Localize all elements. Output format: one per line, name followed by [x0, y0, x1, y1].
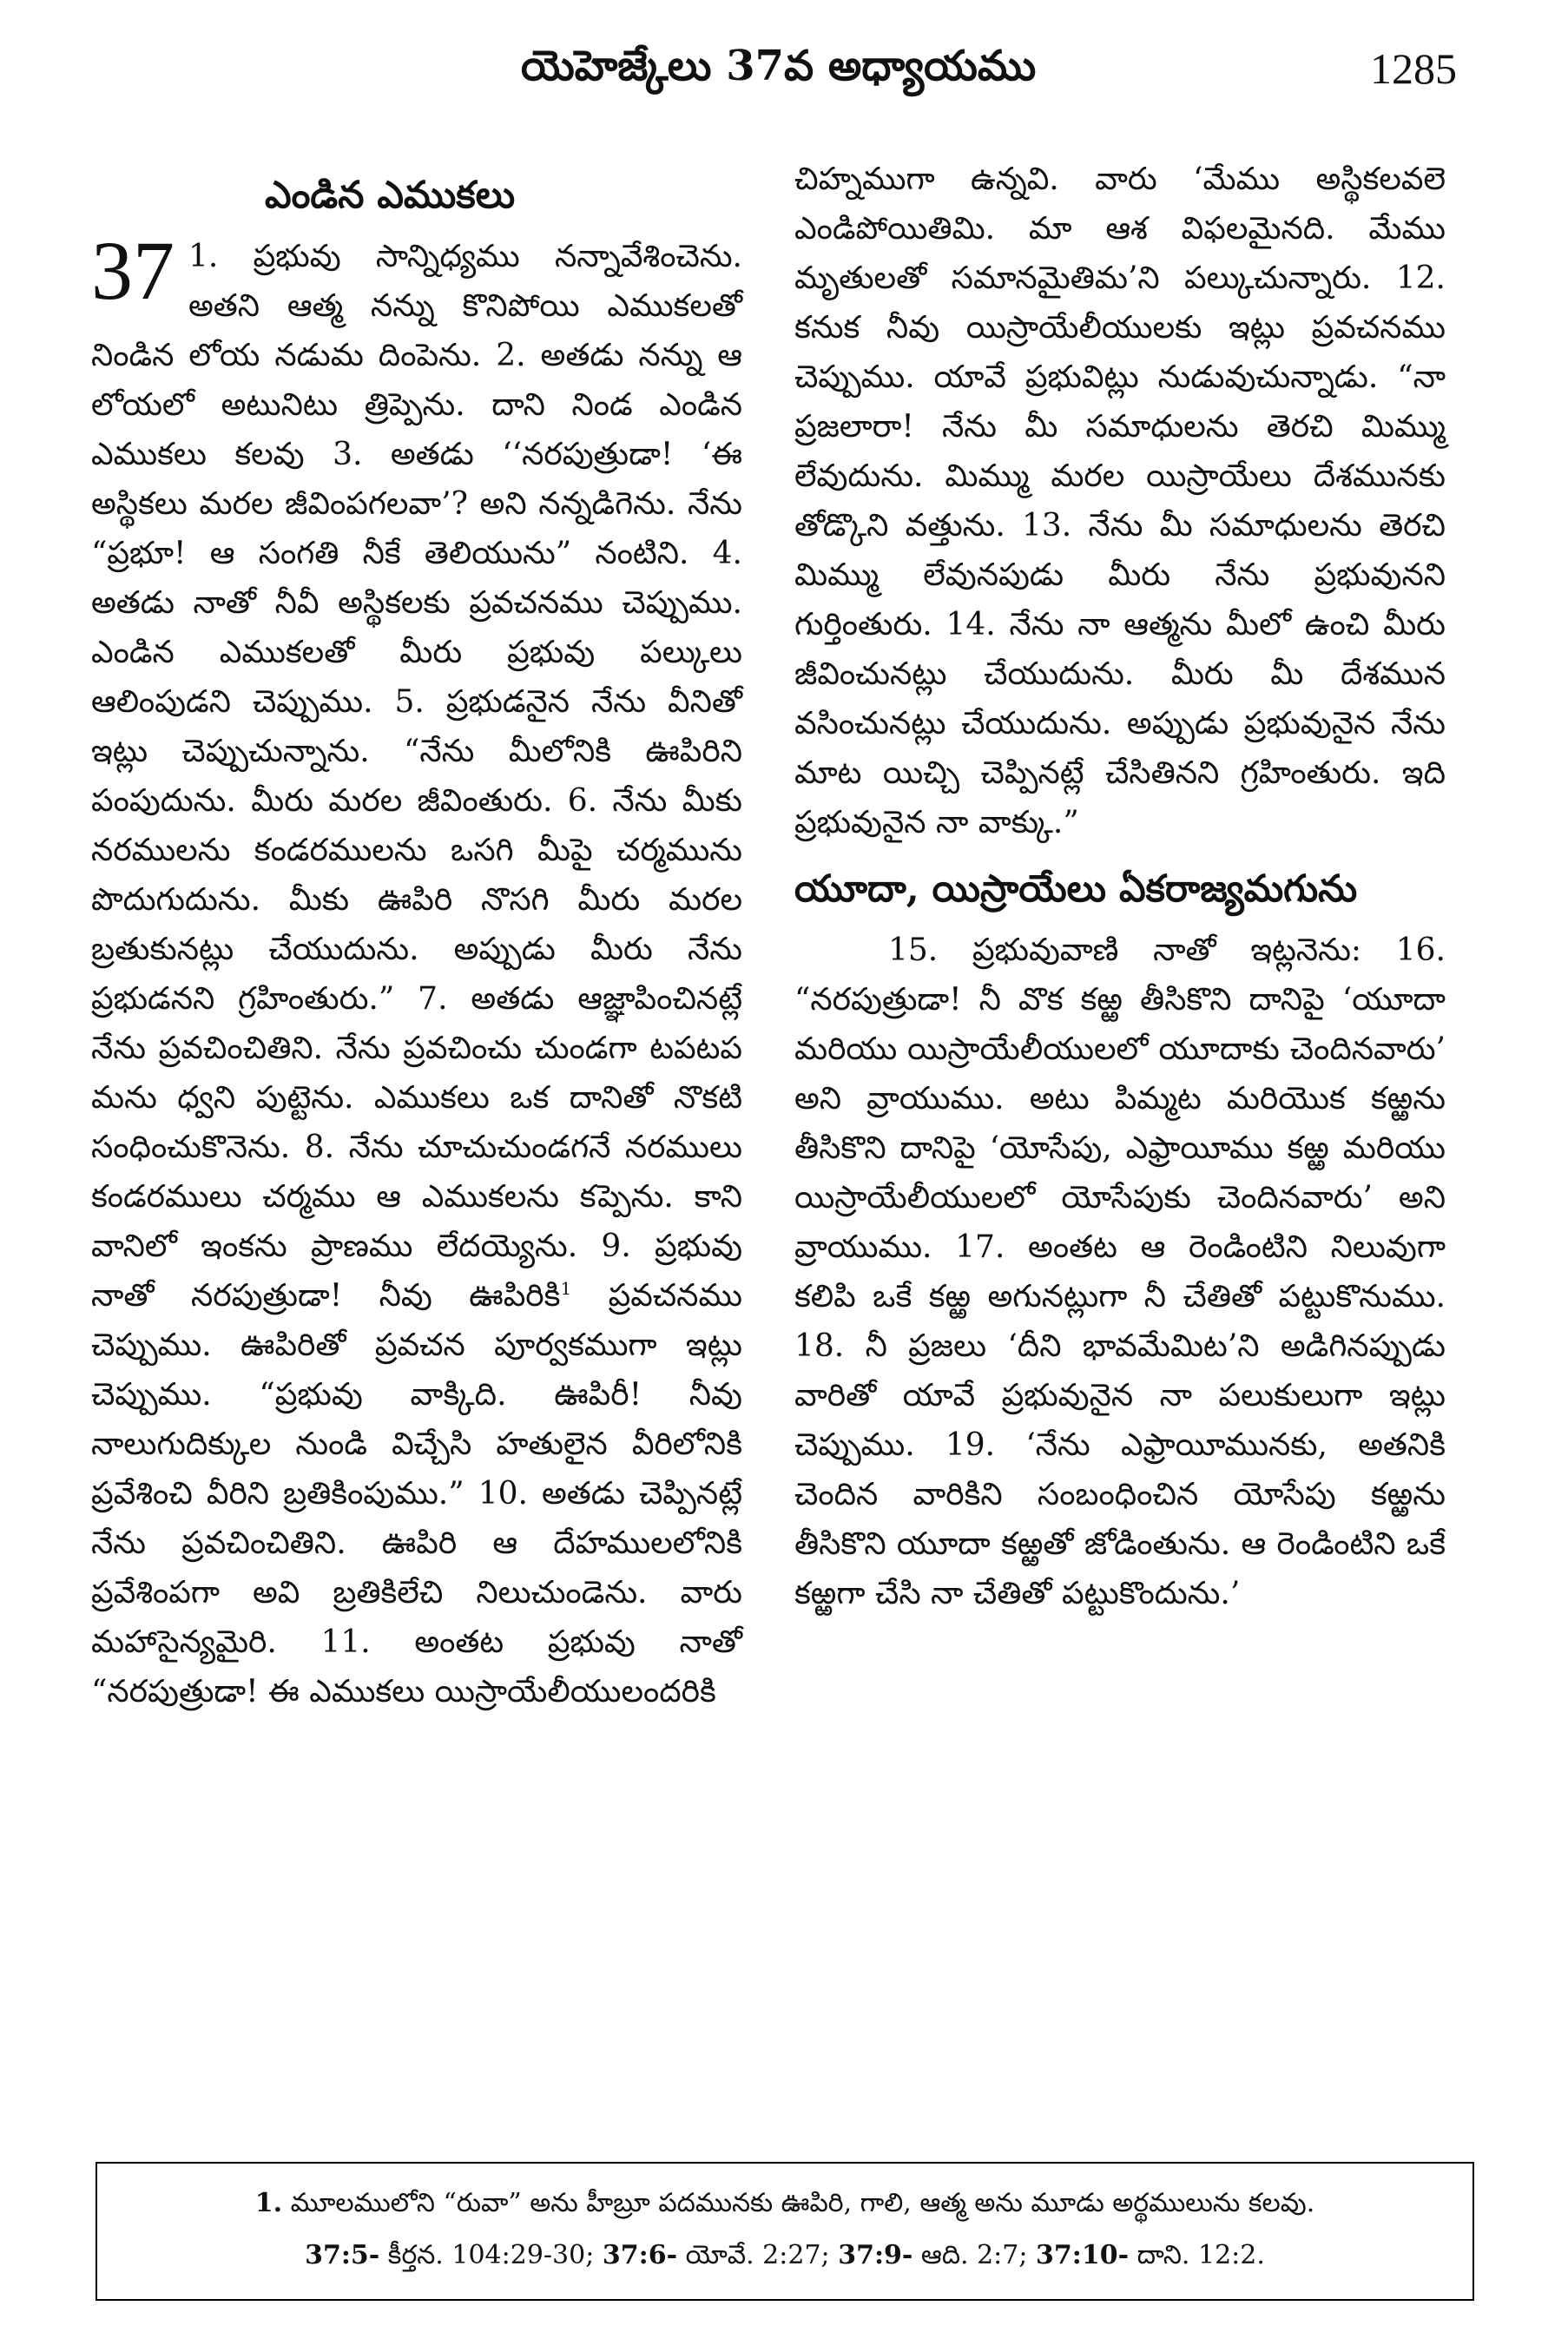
crossref-text: ఆది. 2:7; [912, 2240, 1037, 2270]
page-number: 1285 [1370, 44, 1457, 93]
crossref-verse: 37:9- [838, 2240, 913, 2270]
left-column [91, 169, 742, 1716]
crossref-verse: 37:6- [602, 2240, 678, 2270]
crossref-verse: 37:10- [1036, 2240, 1130, 2270]
section-heading-dry-bones: ఎండిన ఎముకలు [265, 174, 516, 217]
paragraph [91, 224, 742, 1716]
footnote-text: మూలములోని “రువా” అను హీబ్రూ పదమునకు ఊపిరి, గాలి, ఆత్మ అను మూడు అర్థములును కలవు. [282, 2188, 1315, 2218]
verse-text: 1. ప్రభువు సాన్నిధ్యము నన్నావేశించెను. అతని ఆత్మ నన్ను కొనిపోయి ఎముకలతో నిండిన లోయ నడుమ దింపెను. 2. అతడు నన్ను ఆ లోయలో అటునిటు త్రిప్పెను. దాని నిండ ఎండిన ఎముకలు కలవు 3. అతడు ‘‘నరపుత్రుడా! ‘ఈ అస్థికలు మరల జీవింపగలవా’? అని నన్నడిగెను. నేను “ప్రభూ! ఆ సంగతి నీకే తెలియును” నంటిని. 4. అతడు నాతో నీవీ అస్థికలకు ప్రవచనము చెప్పుము. ఎండిన ఎముకలతో మీరు ప్రభువు పల్కులు ఆలింపుడని చెప్పుము. 5. ప్రభుడనైన నేను వీనితో ఇట్లు చెప్పుచున్నాను. “నేను మీలోనికి ఊపిరిని పంపుదును. మీరు మరల జీవింతురు. 6. నేను మీకు నరములను కండరములను ఒసగి మీపై చర్మమును పొదుగుదును. మీకు ఊపిరి నొసగి మీరు మరల బ్రతుకునట్లు చేయుదును. అప్పుడు మీరు నేను ప్రభుడనని గ్రహింతురు.” 7. అతడు ఆజ్ఞాపించినట్లే నేను ప్రవచించితిని. నేను ప్రవచించు చుండగా టపటప మను ధ్వని పుట్టెను. ఎముకలు ఒక దానితో నొకటి సంధించుకొనెను. 8. నేను చూచుచుండగనే నరములు కండరములు చర్మము ఆ ఎముకలను కప్పెను. కాని వానిలో ఇంకను ప్రాణము లేదయ్యెను. 9. ప్రభువు నాతో నరపుత్రుడా! నీవు ఊపిరికి [91, 239, 742, 1314]
crossref-verse: 37:5- [305, 2240, 380, 2270]
crossref-text: దాని. 12:2. [1129, 2240, 1265, 2270]
crossref-text: యోవే. 2:27; [677, 2240, 839, 2270]
footnote-marker: 1 [560, 1278, 572, 1299]
running-header [0, 35, 1568, 113]
right-column [794, 155, 1446, 1618]
crossref-text: కీర్తన. 104:29-30; [379, 2240, 603, 2270]
cross-references [132, 2230, 1438, 2282]
section-heading-one-kingdom: యూదా, యిస్రాయేలు ఏకరాజ్యమగును [794, 867, 1358, 911]
paragraph: చిహ్నముగా ఉన్నవి. వారు ‘మేము అస్థికలవలె ఎండిపోయితిమి. మా ఆశ విఫలమైనది. మేము మృతులతో సమానమైతిమ’ని పల్కుచున్నారు. 12. కనుక నీవు యిస్రాయేలీయులకు ఇట్లు ప్రవచనము చెప్పుము. యావే ప్రభువిట్లు నుడువుచున్నాడు. “నా ప్రజలారా! నేను మీ సమాధులను తెరచి మిమ్ము లేవుదును. మిమ్ము మరల యిస్రాయేలు దేశమునకు తోడ్కొని వత్తును. 13. నేను మీ సమాధులను తెరచి మిమ్ము లేవునపుడు మీరు నేను ప్రభువునని గుర్తింతురు. 14. నేను నా ఆత్మను మీలో ఉంచి మీరు జీవించునట్లు చేయుదును. మీరు మీ దేశమున వసించునట్లు చేయుదును. అప్పుడు ప్రభువునైన నేను మాట యిచ్చి చెప్పినట్లే చేసితినని గ్రహింతురు. ఇది ప్రభువునైన నా వాక్కు.” [794, 161, 1446, 840]
running-title: యెహెజ్కేలు 37వ అధ్యాయము [521, 42, 1037, 90]
paragraph: 15. ప్రభువువాణి నాతో ఇట్లనెను: 16. “నరపుత్రుడా! నీ వొక కఱ్ఱ తీసికొని దానిపై ‘యూదా మరియు యిస్రాయేలీయులలో యూదాకు చెందినవారు’ అని వ్రాయుము. అటు పిమ్మట మరియొక కఱ్ఱను తీసికొని దానిపై ‘యోసేపు, ఎఫ్రాయీము కఱ్ఱ మరియు యిస్రాయేలీయులలో యోసేపుకు చెందినవారు’ అని వ్రాయుము. 17. అంతట ఆ రెండింటిని నిలువుగా కలిపి ఒకే కఱ్ఱ అగునట్లుగా నీ చేతితో పట్టుకొనుము. 18. నీ ప్రజలు ‘దీని భావమేమిట’ని అడిగినప్పుడు వారితో యావే ప్రభువునైన నా పలుకులుగా ఇట్లు చెప్పుము. 19. ‘నేను ఎఫ్రాయీమునకు, అతనికి చెందిన వారికిని సంబంధించిన యోసేపు కఱ్ఱను తీసికొని యూదా కఱ్ఱతో జోడింతును. ఆ రెండింటిని ఒకే కఱ్ఱగా చేసి నా చేతితో పట్టుకొందును.’ [794, 932, 1446, 1611]
footnote-1 [132, 2177, 1438, 2230]
verse-text: ప్రవచనము చెప్పుము. ఊపిరితో ప్రవచన పూర్వకముగా ఇట్లు చెప్పుము. “ప్రభువు వాక్కిది. ఊపిరీ! నీవు నాలుగుదిక్కుల నుండి విచ్చేసి హతులైన వీరిలోనికి ప్రవేశించి వీరిని బ్రతికింపుము.” 10. అతడు చెప్పినట్లే నేను ప్రవచించితిని. ఊపిరి ఆ దేహములలోనికి ప్రవేశింపగా అవి బ్రతికిలేచి నిలుచుండెను. వారు మహాసైన్యమైరి. 11. అంతట ప్రభువు నాతో “నరపుత్రుడా! ఈ ఎముకలు యిస్రాయేలీయులందరికి [91, 1278, 742, 1710]
chapter-number: 37 [91, 224, 175, 317]
footnote-box [96, 2162, 1474, 2301]
footnote-number: 1. [254, 2188, 283, 2218]
